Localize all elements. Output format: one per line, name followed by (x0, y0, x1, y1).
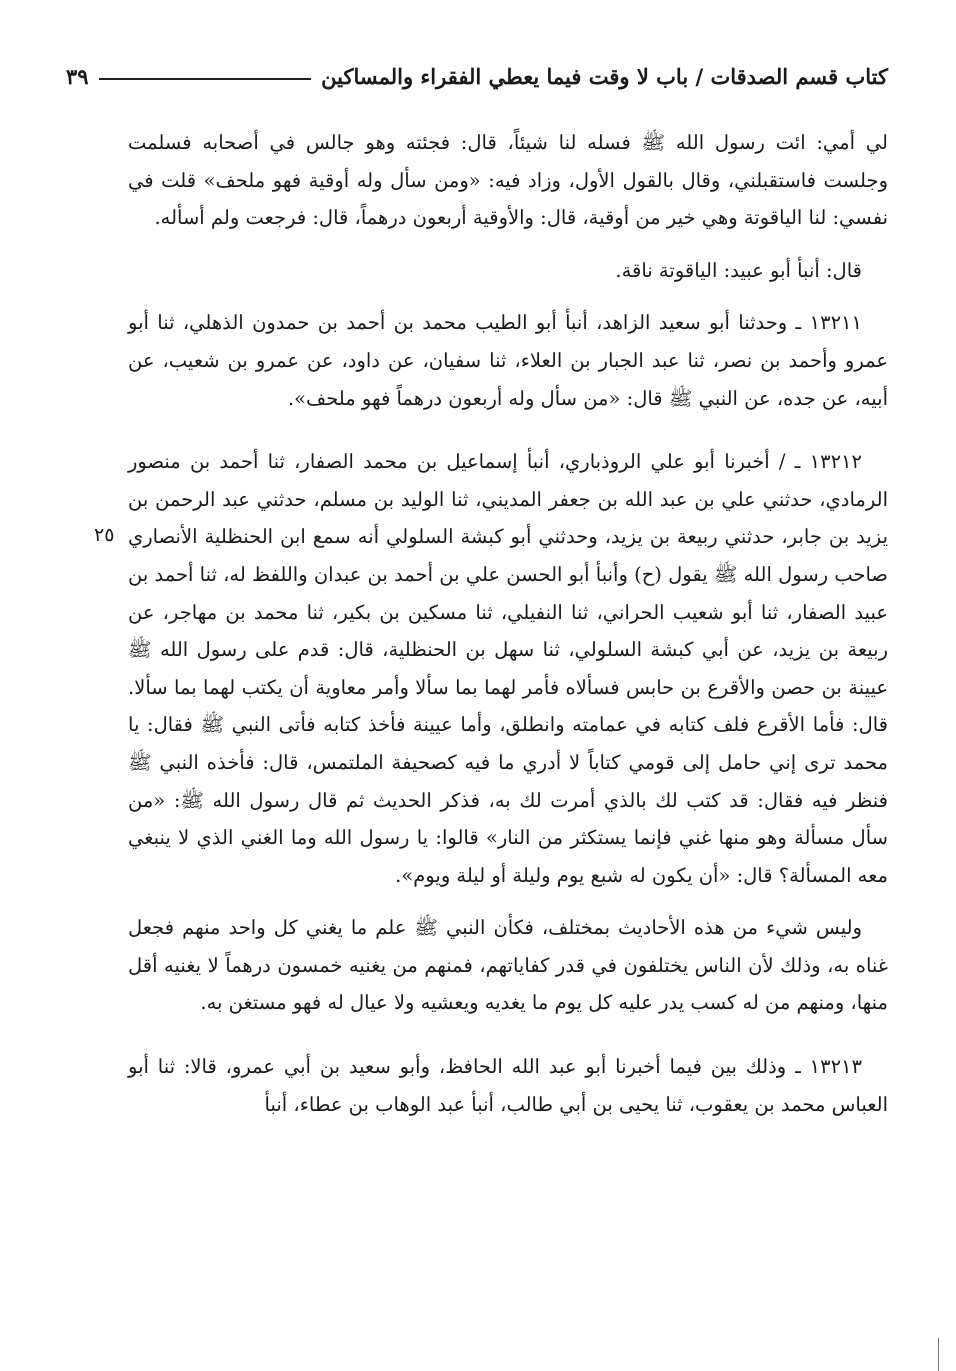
body-text (128, 124, 888, 1123)
paragraph-note: قال: أنبأ أبو عبيد: الياقوتة ناقة. (615, 258, 862, 282)
header-title: كتاب قسم الصدقات / باب لا وقت فيما يعطي الفقراء والمساكين (321, 63, 888, 89)
header-rule (99, 78, 312, 80)
page-edge-mark (938, 1338, 939, 1371)
running-header (66, 56, 888, 96)
commentary-paragraph: وليس شيء من هذه الأحاديث بمختلف، فكأن النبي ﷺ علم ما يغني كل واحد منهم فجعل غناه به، وذلك لأن الناس يختلفون في قدر كفاياتهم، فمنهم من يغنيه خمسون درهماً لا يغنيه أقل منها، ومنهم من له كسب يدر عليه كل يوم ما يغديه ويعشيه ولا عيال له فهو مستغن به. (128, 916, 888, 1015)
hadith-13213: ١٣٢١٣ ـ وذلك بين فيما أخبرنا أبو عبد الله الحافظ، وأبو سعيد بن أبي عمرو، قالا: ثنا أبو العباس محمد بن يعقوب، ثنا يحيى بن أبي طالب، أنبأ عبد الوهاب بن عطاء، أنبأ (128, 1055, 888, 1116)
page-number: ٣٩ (66, 63, 89, 89)
hadith-13212: ١٣٢١٢ ـ / أخبرنا أبو علي الروذباري، أنبأ إسماعيل بن محمد الصفار، ثنا أحمد بن منصور الرمادي، حدثني علي بن عبد الله بن جعفر المديني، ثنا الوليد بن مسلم، حدثني عبد الرحمن بن يزيد بن جابر، حدثني ربيعة بن يزيد، وحدثني أبو كبشة السلولي أنه سمع ابن الحنظلية الأنصاري صاحب رسول الله ﷺ يقول (ح) وأنبأ أبو الحسن علي بن أحمد بن عبدان واللفظ له، ثنا أحمد بن عبيد الصفار، ثنا أبو شعيب الحراني، ثنا النفيلي، ثنا مسكين بن بكير، ثنا محمد بن مهاجر، عن ربيعة بن يزيد، عن أبي كبشة السلولي، ثنا سهل بن الحنظلية، قال: قدم على رسول الله ﷺ عيينة بن حصن والأقرع بن حابس فسألاه فأمر لهما بما سألا وأمر معاوية أن يكتب لهما بما سألا. قال: فأما الأقرع فلف كتابه في عمامته وانطلق، وأما عيينة فأخذ كتابه فأتى النبي ﷺ فقال: يا محمد ترى إني حامل إلى قومي كتاباً لا أدري ما فيه كصحيفة الملتمس، قال: فأخذه النبي ﷺ فنظر فيه فقال: قد كتب لك بالذي أمرت لك به، فذكر الحديث ثم قال رسول الله ﷺ: «من سأل مسألة وهو منها غني فإنما يستكثر من النار» قالوا: يا رسول الله وما الغني الذي لا ينبغي معه المسألة؟ قال: «أن يكون له شبع يوم وليلة أو ليلة ويوم». (128, 450, 888, 887)
margin-volume-number: ٢٥ (94, 524, 115, 546)
paragraph-continuation: لي أمي: ائت رسول الله ﷺ فسله لنا شيئاً، قال: فجئته وهو جالس في أصحابه فسلمت وجلست فاستقبلني، وقال بالقول الأول، وزاد فيه: «ومن سأل وله أوقية فهو ملحف» قلت في نفسي: لنا الياقوتة وهي خير من أوقية، قال: والأوقية أربعون درهماً، قال: فرجعت ولم أسأله. (128, 131, 888, 230)
hadith-13211: ١٣٢١١ ـ وحدثنا أبو سعيد الزاهد، أنبأ أبو الطيب محمد بن أحمد بن حمدون الذهلي، ثنا أبو عمرو وأحمد بن نصر، ثنا عبد الجبار بن العلاء، ثنا سفيان، عن داود، عن عمرو بن شعيب، عن أبيه، عن جده، عن النبي ﷺ قال: «من سأل وله أربعون درهماً فهو ملحف». (128, 311, 888, 410)
